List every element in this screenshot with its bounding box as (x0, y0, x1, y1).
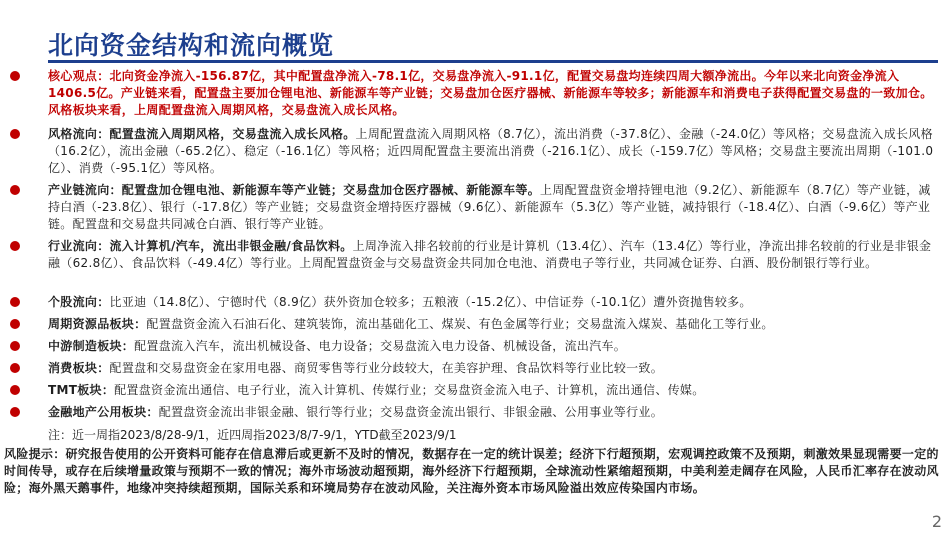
item-lead: 风格流向：配置盘流入周期风格，交易盘流入成长风格。 (48, 127, 356, 141)
item-body: 配置盘流入汽车，流出机械设备、电力设备；交易盘流入电力设备、机械设备，流出汽车。 (134, 339, 627, 353)
consumer-sector-item (48, 360, 940, 377)
item-lead: TMT板块： (48, 383, 115, 397)
item-body: 上周配置盘流入周期风格（8.7亿），流出消费（-37.8亿）、金融（-24.0亿）等风格；交易盘流入成长风格（16.2亿），流出金融（-65.2亿）、稳定（-16.1亿）等风格；近四周配置盘主要流出消费（-216.1亿）、成长（-159.7亿）等风格；交易盘主要流出周期（-101.0亿）、消费（-95.1亿）等风格。 (48, 127, 934, 175)
item-body: 上周配置盘资金增持锂电池（9.2亿）、新能源车（8.7亿）等产业链，减持白酒（-23.8亿）、银行（-17.8亿）等产业链；交易盘资金增持医疗器械（9.6亿）、新能源车（5.3亿）等产业链，减持银行（-18.4亿）、白酒（-9.6亿）等产业链。配置盘和交易盘共同减仓白酒、银行等产业链。 (48, 183, 931, 231)
title-bar (0, 0, 950, 66)
bullet-icon (10, 319, 20, 329)
item-lead: 核心观点：北向资金净流入-156.87亿，其中配置盘净流入-78.1亿，交易盘净流入-91.1亿，配置交易盘均连续四周大额净流出。今年以来北向资金净流入1406.5亿。产业链来看，配置盘主要加仓锂电池、新能源车等产业链；交易盘加仓医疗器械、新能源车等较多；新能源车和消费电子获得配置交易盘的一致加仓。风格板块来看，上周配置盘流入周期风格，交易盘流入成长风格。 (48, 69, 933, 117)
page-number: 2 (931, 512, 942, 531)
item-lead: 金融地产公用板块： (48, 405, 159, 419)
item-lead: 消费板块： (48, 361, 110, 375)
page-title: 北向资金结构和流向概览 (48, 31, 335, 60)
item-lead: 产业链流向：配置盘加仓锂电池、新能源车等产业链；交易盘加仓医疗器械、新能源车等。 (48, 183, 541, 197)
item-lead: 行业流向：流入计算机/汽车，流出非银金融/食品饮料。 (48, 239, 353, 253)
cyclical-sector-item (48, 316, 940, 333)
industry-chain-flow-item (48, 182, 940, 233)
bullet-icon (10, 297, 20, 307)
sector-flow-item (48, 238, 940, 272)
item-body: 配置盘资金流出非银金融、银行等行业；交易盘资金流出银行、非银金融、公用事业等行业。 (158, 405, 664, 419)
bullet-icon (10, 185, 20, 195)
bullet-icon (10, 385, 20, 395)
bullet-icon (10, 341, 20, 351)
tmt-sector-item (48, 382, 940, 399)
item-body: 上周净流入排名较前的行业是计算机（13.4亿）、汽车（13.4亿）等行业，净流出排名较前的行业是非银金融（62.8亿）、食品饮料（-49.4亿）等行业。上周配置盘资金与交易盘资金共同加仓电池、消费电子等行业，共同减仓证券、白酒、股份制银行等行业。 (48, 239, 932, 270)
item-body: 配置盘和交易盘资金在家用电器、商贸零售等行业分歧较大，在美容护理、食品饮料等行业比较一致。 (109, 361, 664, 375)
bullet-icon (10, 129, 20, 139)
item-lead: 中游制造板块： (48, 339, 135, 353)
bullet-icon (10, 241, 20, 251)
item-lead: 个股流向： (48, 295, 110, 309)
bullet-icon (10, 71, 20, 81)
item-body: 配置盘资金流出通信、电子行业，流入计算机、传媒行业；交易盘资金流入电子、计算机，流出通信、传媒。 (114, 383, 705, 397)
item-body: 配置盘资金流入石油石化、建筑装饰，流出基础化工、煤炭、有色金属等行业；交易盘流入煤炭、基础化工等行业。 (146, 317, 774, 331)
core-view-item (48, 68, 940, 119)
item-lead: 周期资源品板块： (48, 317, 147, 331)
finance-sector-item (48, 404, 940, 421)
risk-warning: 风险提示：研究报告使用的公开资料可能存在信息滞后或更新不及时的情况，数据存在一定的统计误差；经济下行超预期，宏观调控政策不及预期，刺激效果显现需要一定的时间传导，或存在后续增量政策与预期不一致的情况；海外市场波动超预期，海外经济下行超预期，全球流动性紧缩超预期，中美利差走阔存在风险，人民币汇率存在波动风险；海外黑天鹅事件，地缘冲突持续超预期，国际关系和环境局势存在波动风险，关注海外资本市场风险溢出效应传染国内市场。 (4, 447, 939, 495)
bullet-icon (10, 363, 20, 373)
footnote: 注：近一周指2023/8/28-9/1，近四周指2023/8/7-9/1，YTD截至2023/9/1 (48, 428, 457, 442)
bullet-icon (10, 407, 20, 417)
midstream-sector-item (48, 338, 940, 355)
style-flow-item (48, 126, 940, 177)
item-body: 比亚迪（14.8亿）、宁德时代（8.9亿）获外资加仓较多；五粮液（-15.2亿）、中信证券（-10.1亿）遭外资抛售较多。 (109, 295, 752, 309)
stock-flow-item (48, 294, 940, 311)
title-underline (48, 60, 938, 63)
